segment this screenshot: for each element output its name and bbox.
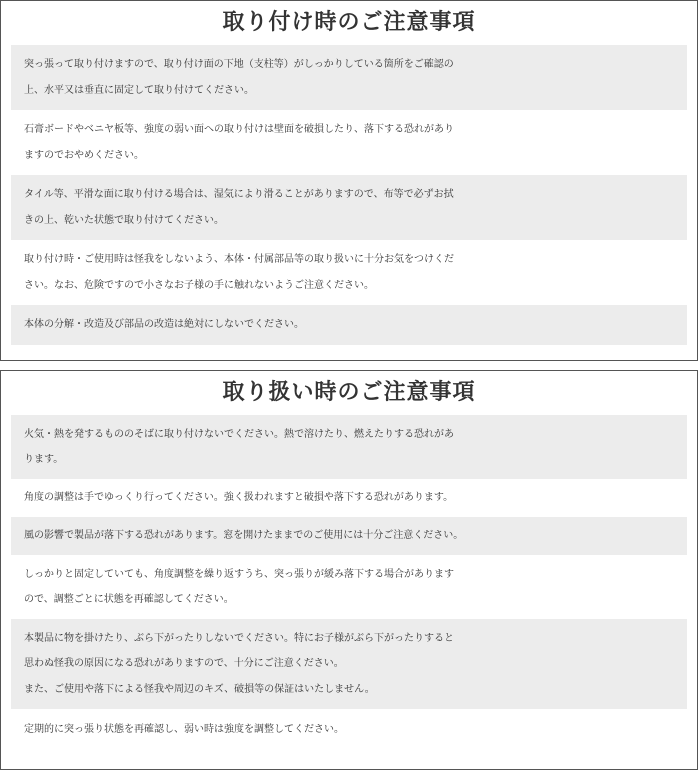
item-text-line: 本製品に物を掛けたり、ぶら下がったりしないでください。特にお子様がぶら下がったりすると [24, 632, 454, 644]
item-text-line: 思わぬ怪我の原因になる恐れがありますので、十分にご注意ください。 [24, 658, 344, 670]
installation-precautions-panel [0, 0, 698, 361]
handling-precautions-panel [0, 370, 698, 770]
item-text-line: ので、調整ごとに状態を再確認してください。 [24, 594, 234, 605]
item-text-line: また、ご使用や落下による怪我や周辺のキズ、破損等の保証はいたしません。 [24, 683, 375, 695]
list-item [11, 619, 687, 709]
item-text-line: 上、水平又は垂直に固定して取り付けてください。 [24, 84, 254, 96]
list-item [11, 555, 687, 619]
item-text-line: 風の影響で製品が落下する恐れがあります。窓を開けたままでのご使用には十分ご注意ください。 [24, 530, 464, 542]
item-text-line: タイル等、平滑な面に取り付ける場合は、湿気により滑ることがありますので、布等で必ずお拭 [24, 189, 454, 200]
list-item [11, 709, 687, 751]
handling-precautions-title: 取り扱い時のご注意事項 [222, 380, 476, 405]
item-text-line: きの上、乾いた状態で取り付けてください。 [24, 214, 224, 226]
list-item [11, 110, 687, 175]
item-text-line: 取り付け時・ご使用時は怪我をしないよう、本体・付属部品等の取り扱いに十分お気をつけくだ [24, 254, 454, 265]
item-text-line: 本体の分解・改造及び部品の改造は絶対にしないでください。 [24, 319, 304, 331]
item-text-line: 定期的に突っ張り状態を再確認し、弱い時は強度を調整してください。 [24, 724, 344, 736]
list-item [11, 415, 687, 479]
item-text-line: ますのでおやめください。 [24, 149, 144, 161]
list-item [11, 479, 687, 517]
installation-precautions-title: 取り付け時のご注意事項 [222, 10, 476, 35]
list-item [11, 45, 687, 110]
list-item [11, 305, 687, 345]
handling-precautions-list [1, 415, 697, 751]
item-text-line: しっかりと固定していても、角度調整を繰り返すうち、突っ張りが緩み落下する場合があります [24, 568, 454, 580]
installation-precautions-list [1, 45, 697, 345]
item-text-line: 突っ張って取り付けますので、取り付け面の下地（支柱等）がしっかりしている箇所をご確認の [24, 59, 454, 70]
list-item [11, 175, 687, 240]
item-text-line: ります。 [24, 454, 64, 465]
item-text-line: 角度の調整は手でゆっくり行ってください。強く扱われますと破損や落下する恐れがあります。 [24, 492, 454, 504]
item-text-line: さい。なお、危険ですので小さなお子様の手に触れないようご注意ください。 [24, 279, 374, 291]
item-text-line: 火気・熱を発するもののそばに取り付けないでください。熱で溶けたり、燃えたりする恐れがあ [24, 428, 454, 440]
list-item [11, 517, 687, 555]
item-text-line: 石膏ボードやベニヤ板等、強度の弱い面への取り付けは壁面を破損したり、落下する恐れがあり [24, 124, 454, 135]
list-item [11, 240, 687, 305]
